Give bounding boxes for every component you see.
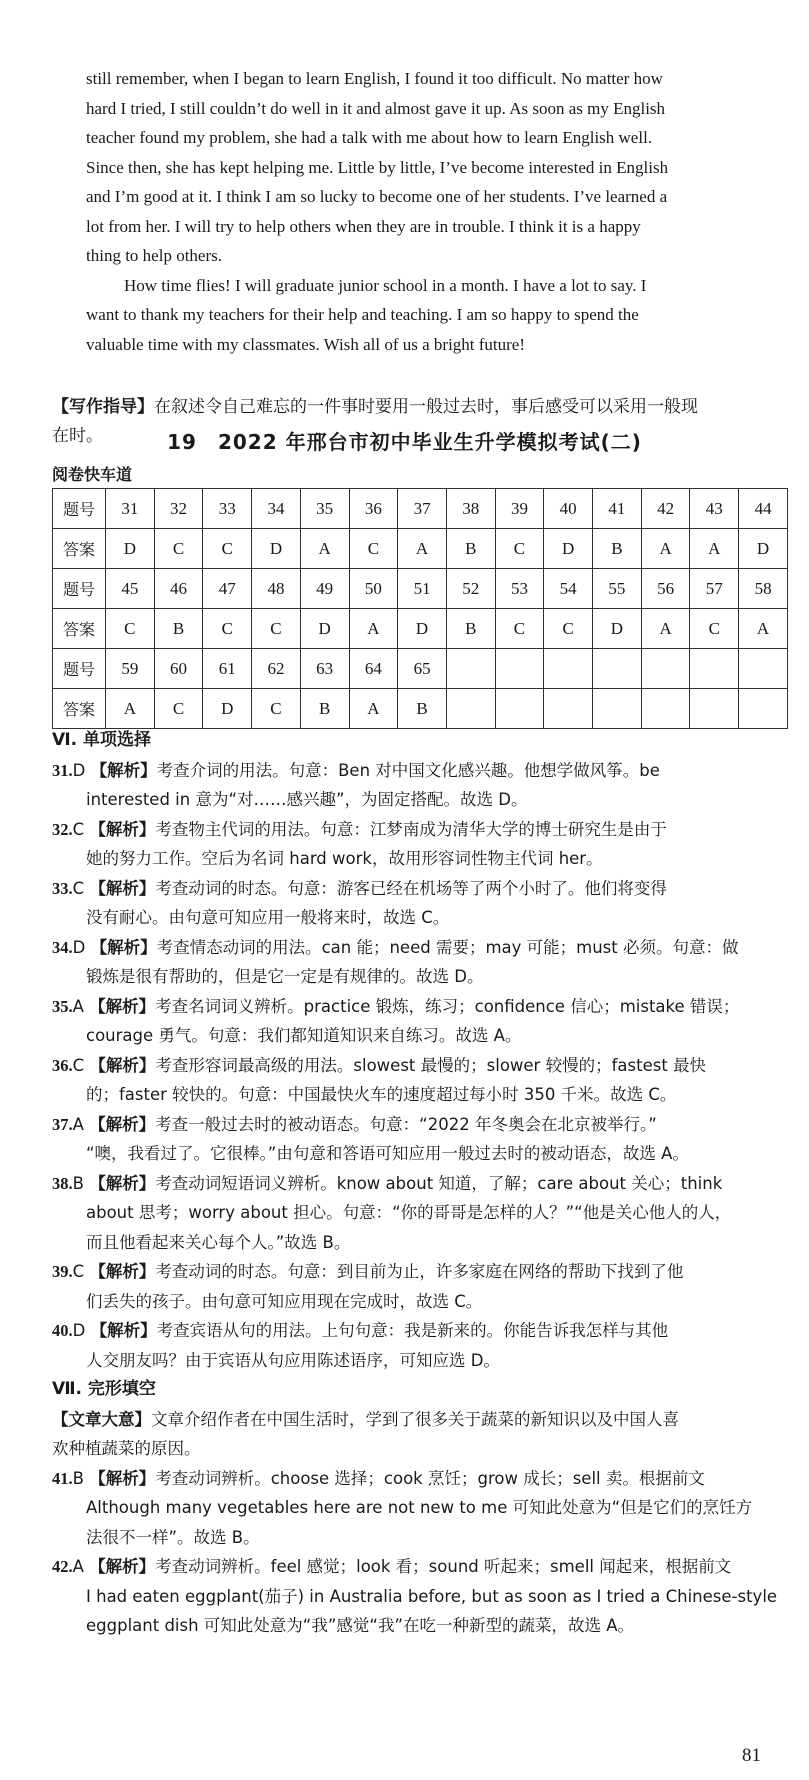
answer-cell: A [739, 609, 788, 649]
question-number-cell: 33 [203, 489, 252, 529]
answer-cell [739, 689, 788, 729]
essay-line: thing to help others. [86, 246, 222, 265]
answer-cell: A [106, 689, 155, 729]
answer-cell: C [203, 529, 252, 569]
answer-cell: D [252, 529, 301, 569]
explanation-item [52, 1464, 786, 1494]
item-answer: B [72, 1468, 84, 1488]
analysis-tag: 【解析】 [89, 1055, 156, 1075]
explanation-item [52, 1316, 786, 1346]
item-number: 35. [52, 996, 73, 1016]
question-number-cell [739, 649, 788, 689]
question-number-cell: 51 [398, 569, 447, 609]
explanation-text: 考查一般过去时的被动语态。句意：“2022 年冬奥会在北京被举行。” [155, 1114, 657, 1134]
question-number-cell: 64 [349, 649, 398, 689]
guide-text: 在时。 [52, 426, 103, 446]
item-number: 41. [52, 1468, 73, 1488]
answer-cell: C [203, 609, 252, 649]
fastlane-heading: 阅卷快车道 [52, 465, 133, 484]
explanation-item [52, 815, 786, 845]
section-heading: Ⅶ. 完形填空 [52, 1379, 156, 1399]
analysis-tag: 【解析】 [89, 1173, 156, 1193]
explanation-text: 考查动词辨析。choose 选择；cook 烹饪；grow 成长；sell 卖。根据前文 [155, 1468, 705, 1488]
section-heading: Ⅵ. 单项选择 [52, 730, 152, 750]
question-number-cell: 41 [593, 489, 642, 529]
question-number-cell: 65 [398, 649, 447, 689]
answer-row [53, 529, 788, 569]
question-number-cell: 49 [300, 569, 349, 609]
summary-text: 文章介绍作者在中国生活时，学到了很多关于蔬菜的新知识以及中国人喜 [151, 1409, 679, 1429]
explanation-text: 考查情态动词的用法。can 能；need 需要；may 可能；must 必须。句意：做 [156, 937, 739, 957]
item-number: 38. [52, 1173, 73, 1193]
answer-cell: B [154, 609, 203, 649]
analysis-tag: 【解析】 [89, 1468, 156, 1488]
question-number-cell: 59 [106, 649, 155, 689]
row-header: 题号 [53, 569, 106, 609]
essay-line: valuable time with my classmates. Wish all of us a bright future! [86, 334, 526, 354]
answer-cell: D [106, 529, 155, 569]
answer-cell: A [398, 529, 447, 569]
explanation-item [52, 874, 786, 904]
answer-cell: D [203, 689, 252, 729]
explanation-text: I had eaten eggplant(茄子) in Australia before, but as soon as I tried a Chinese-style [86, 1586, 778, 1606]
answer-cell: D [544, 529, 593, 569]
item-number: 40. [52, 1321, 73, 1340]
item-answer: A [72, 1114, 84, 1134]
explanation-text: Although many vegetables here are not new to me 可知此处意为“但是它们的烹饪方 [86, 1498, 753, 1517]
question-number-cell: 36 [349, 489, 398, 529]
question-number-cell: 60 [154, 649, 203, 689]
question-number-cell: 56 [641, 569, 690, 609]
explanation-item [52, 933, 786, 963]
question-number-cell: 48 [252, 569, 301, 609]
exam-title: 19 2022 年邢台市初中毕业生升学模拟考试(二) [167, 430, 642, 454]
explanation-text: 锻炼是很有帮助的，但是它一定是有规律的。故选 D。 [86, 967, 484, 986]
answer-cell: A [690, 529, 739, 569]
explanation-text: interested in 意为“对……感兴趣”，为固定搭配。故选 D。 [86, 790, 528, 809]
essay-line: Since then, she has kept helping me. Little by little, I’ve become interested in English [86, 157, 669, 177]
explanation-text: 考查物主代词的用法。句意：江梦南成为清华大学的博士研究生是由于 [155, 819, 667, 839]
answer-cell: A [300, 529, 349, 569]
question-number-cell: 52 [446, 569, 495, 609]
answer-cell: C [154, 529, 203, 569]
explanation-text: 的；faster 较快的。句意：中国最快火车的速度超过每小时 350 千米。故选 C。 [86, 1085, 677, 1104]
answer-cell: C [252, 689, 301, 729]
answer-cell: B [398, 689, 447, 729]
answer-cell [593, 689, 642, 729]
question-number-cell: 46 [154, 569, 203, 609]
question-number-cell: 39 [495, 489, 544, 529]
explanation-text: 而且他看起来关心每个人。”故选 B。 [86, 1232, 351, 1252]
essay-line: want to thank my teachers for their help and teaching. I am so happy to spend the [86, 305, 639, 324]
answer-row [53, 689, 788, 729]
question-number-cell [593, 649, 642, 689]
analysis-tag: 【解析】 [89, 878, 156, 898]
question-number-cell: 34 [252, 489, 301, 529]
summary [52, 1405, 786, 1435]
answer-cell: B [446, 529, 495, 569]
question-number-cell: 31 [106, 489, 155, 529]
answer-cell: A [641, 529, 690, 569]
item-number: 32. [52, 819, 73, 839]
question-number-cell: 40 [544, 489, 593, 529]
guide-label: 【写作指导】 [52, 397, 154, 417]
item-answer: A [72, 1557, 84, 1576]
question-number-row [53, 649, 788, 689]
item-number: 36. [52, 1055, 73, 1075]
answer-cell: A [349, 689, 398, 729]
explanation-text: 没有耐心。由句意可知应用一般将来时，故选 C。 [86, 908, 450, 927]
summary-text: 欢种植蔬菜的原因。 [52, 1439, 201, 1458]
answer-cell: C [349, 529, 398, 569]
analysis-tag: 【解析】 [90, 760, 157, 780]
item-number: 39. [52, 1262, 73, 1281]
item-number: 42. [52, 1557, 73, 1576]
question-number-cell [690, 649, 739, 689]
row-header: 答案 [53, 609, 106, 649]
item-answer: D [72, 937, 86, 957]
question-number-cell [446, 649, 495, 689]
question-number-cell: 47 [203, 569, 252, 609]
answer-cell [690, 689, 739, 729]
answer-cell: D [739, 529, 788, 569]
answer-cell: A [349, 609, 398, 649]
essay-line: and I’m good at it. I think I am so lucky to become one of her students. I’ve learned a [86, 187, 668, 206]
question-number-cell: 32 [154, 489, 203, 529]
explanation-item [52, 1051, 786, 1081]
question-number-row [53, 569, 788, 609]
answer-cell: B [593, 529, 642, 569]
question-number-cell: 61 [203, 649, 252, 689]
answer-row [53, 609, 788, 649]
answer-cell: C [154, 689, 203, 729]
analysis-tag: 【解析】 [90, 937, 157, 957]
explanation-item [52, 992, 786, 1022]
question-number-cell: 53 [495, 569, 544, 609]
answer-cell: C [544, 609, 593, 649]
essay-line: How time flies! I will graduate junior school in a month. I have a lot to say. I [124, 275, 647, 295]
item-answer: C [72, 1262, 85, 1281]
item-number: 37. [52, 1114, 73, 1134]
explanation-item [52, 1552, 786, 1582]
explanation-text: 法很不一样”。故选 B。 [86, 1527, 260, 1547]
explanation-text: 考查动词短语词义辨析。know about 知道，了解；care about 关心；think [155, 1173, 723, 1193]
question-number-cell: 38 [446, 489, 495, 529]
analysis-tag: 【解析】 [89, 819, 156, 839]
question-number-cell: 50 [349, 569, 398, 609]
answer-cell [495, 689, 544, 729]
answer-cell: C [252, 609, 301, 649]
question-number-cell: 63 [300, 649, 349, 689]
analysis-tag: 【解析】 [90, 1321, 157, 1340]
answer-cell [641, 689, 690, 729]
answer-cell: D [593, 609, 642, 649]
explanation-text: eggplant dish 可知此处意为“我”感觉“我”在吃一种新型的蔬菜，故选 A。 [86, 1616, 635, 1635]
explanation-text: 考查形容词最高级的用法。slowest 最慢的；slower 较慢的；fastest 最快 [155, 1055, 707, 1075]
item-number: 31. [52, 760, 73, 780]
answer-cell: C [495, 609, 544, 649]
essay-line: hard I tried, I still couldn’t do well in it and almost gave it up. As soon as my English [86, 98, 666, 118]
explanation-text: 考查动词辨析。feel 感觉；look 看；sound 听起来；smell 闻起来，根据前文 [155, 1557, 732, 1576]
question-number-cell: 45 [106, 569, 155, 609]
explanations [52, 726, 786, 1641]
row-header: 答案 [53, 689, 106, 729]
item-answer: C [72, 1055, 85, 1075]
answer-table [52, 488, 788, 729]
question-number-cell [641, 649, 690, 689]
explanation-item [52, 756, 786, 786]
question-number-cell: 62 [252, 649, 301, 689]
analysis-tag: 【解析】 [89, 1114, 156, 1134]
explanation-text: 考查动词的时态。句意：游客已经在机场等了两个小时了。他们将变得 [155, 878, 667, 898]
question-number-cell: 55 [593, 569, 642, 609]
question-number-cell: 57 [690, 569, 739, 609]
analysis-tag: 【解析】 [89, 996, 156, 1016]
question-number-cell: 44 [739, 489, 788, 529]
answer-cell [446, 689, 495, 729]
question-number-cell: 58 [739, 569, 788, 609]
answer-cell [544, 689, 593, 729]
explanation-item [52, 1257, 786, 1287]
row-header: 题号 [53, 649, 106, 689]
item-answer: C [72, 819, 85, 839]
question-number-row [53, 489, 788, 529]
answer-cell: D [398, 609, 447, 649]
explanation-item [52, 1110, 786, 1140]
explanation-text: 人交朋友吗？由于宾语从句应用陈述语序，可知应选 D。 [86, 1350, 500, 1370]
analysis-tag: 【解析】 [89, 1262, 156, 1281]
explanation-text: 她的努力工作。空后为名词 hard work，故用形容词性物主代词 her。 [86, 849, 603, 868]
essay-line: still remember, when I began to learn English, I found it too difficult. No matter how [86, 69, 663, 88]
question-number-cell: 35 [300, 489, 349, 529]
explanation-text: “噢，我看过了。它很棒。”由句意和答语可知应用一般过去时的被动语态，故选 A。 [86, 1144, 689, 1163]
item-number: 34. [52, 937, 73, 957]
row-header: 题号 [53, 489, 106, 529]
row-header: 答案 [53, 529, 106, 569]
question-number-cell: 54 [544, 569, 593, 609]
answer-cell: B [446, 609, 495, 649]
item-answer: D [72, 760, 86, 780]
item-answer: B [72, 1173, 84, 1193]
answer-cell: A [641, 609, 690, 649]
explanation-text: courage 勇气。句意：我们都知道知识来自练习。故选 A。 [86, 1026, 522, 1045]
answer-cell: C [106, 609, 155, 649]
answer-cell: C [690, 609, 739, 649]
explanation-text: 们丢失的孩子。由句意可知应用现在完成时，故选 C。 [86, 1291, 483, 1311]
explanation-text: about 思考；worry about 担心。句意：“你的哥哥是怎样的人？”“他是关心他人的人， [86, 1203, 732, 1222]
question-number-cell: 37 [398, 489, 447, 529]
explanation-text: 考查动词的时态。句意：到目前为止，许多家庭在网络的帮助下找到了他 [155, 1262, 684, 1281]
page-number: 81 [742, 1745, 761, 1766]
analysis-tag: 【解析】 [89, 1557, 156, 1576]
explanation-text: 考查宾语从句的用法。上句句意：我是新来的。你能告诉我怎样与其他 [156, 1321, 669, 1340]
explanation-text: 考查名词词义辨析。practice 锻炼，练习；confidence 信心；mistake 错误； [155, 996, 740, 1016]
item-number: 33. [52, 878, 73, 898]
essay-line: teacher found my problem, she had a talk with me about how to learn English well. [86, 128, 653, 147]
explanation-item [52, 1169, 786, 1199]
question-number-cell: 43 [690, 489, 739, 529]
summary-tag: 【文章大意】 [52, 1409, 151, 1429]
answer-cell: C [495, 529, 544, 569]
answer-cell: B [300, 689, 349, 729]
question-number-cell [495, 649, 544, 689]
answer-cell: D [300, 609, 349, 649]
item-answer: C [72, 878, 85, 898]
question-number-cell [544, 649, 593, 689]
sample-essay [86, 64, 786, 359]
item-answer: D [72, 1321, 86, 1340]
explanation-text: 考查介词的用法。句意：Ben 对中国文化感兴趣。他想学做风筝。be [156, 760, 660, 780]
item-answer: A [72, 996, 84, 1016]
guide-text: 在叙述令自己难忘的一件事时要用一般过去时，事后感受可以采用一般现 [154, 397, 698, 417]
essay-line: lot from her. I will try to help others when they are in trouble. I think it is a happy [86, 216, 641, 236]
question-number-cell: 42 [641, 489, 690, 529]
